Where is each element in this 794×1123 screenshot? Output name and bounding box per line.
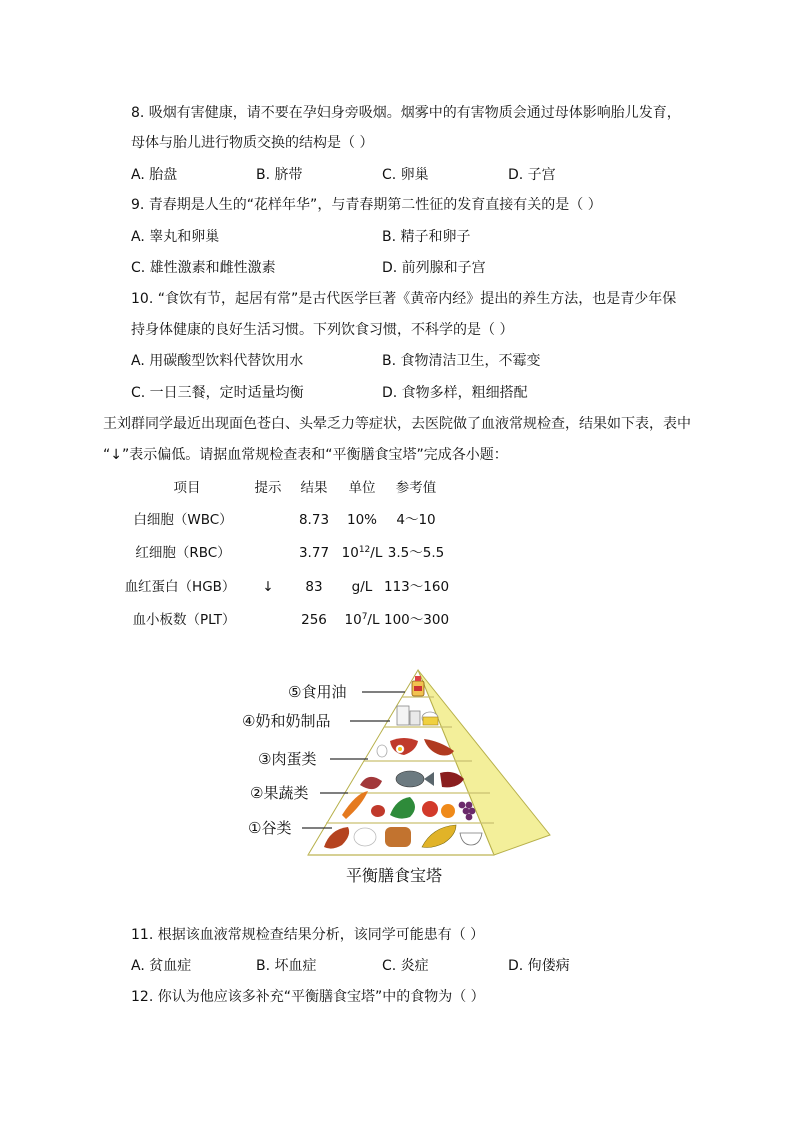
table-header-item: 项目 [173,480,201,496]
q8-stem-line2: 母体与胎儿进行物质交换的结构是（ ） [131,135,374,151]
table-row-hgb-result: 83 [305,579,323,595]
unit-exponent: 12 [358,545,371,555]
table-row-wbc-result: 8.73 [298,512,330,528]
q12-stem: 12. 你认为他应该多补充“平衡膳食宝塔”中的食物为（ ） [131,989,485,1005]
table-row-rbc-item: 红细胞（RBC） [135,545,231,561]
q11-option-c: C. 炎症 [382,958,429,974]
q8-stem-line1: 8. 吸烟有害健康，请不要在孕妇身旁吸烟。烟雾中的有害物质会通过母体影响胎儿发育， [131,105,681,121]
unit-base: g/L [351,579,373,595]
unit-base: 10 [341,545,359,561]
pyramid-label-oil: ⑤食用油 [288,683,347,701]
q9-option-d: D. 前列腺和子宫 [382,260,486,276]
table-row-hgb-reference: 113～160 [384,579,450,595]
pyramid-title: 平衡膳食宝塔 [346,866,443,885]
table-row-plt-item: 血小板数（PLT） [132,612,236,628]
q8-option-c: C. 卵巢 [382,167,429,183]
pyramid-label-dairy: ④奶和奶制品 [242,712,331,730]
table-row-plt-result: 256 [301,612,327,628]
table-row-hgb-unit [342,577,382,597]
q10-option-b: B. 食物清洁卫生，不霉变 [382,353,541,369]
unit-exponent: 7 [361,612,368,622]
q11-option-a: A. 贫血症 [131,958,192,974]
q9-option-a: A. 睾丸和卵巢 [131,229,220,245]
table-row-wbc-unit [340,510,384,530]
q8-option-a: A. 胎盘 [131,167,178,183]
q11-option-b: B. 坏血症 [256,958,317,974]
table-header-hint: 提示 [254,480,282,496]
unit-base: 10% [346,512,377,528]
q9-option-c: C. 雄性激素和雌性激素 [131,260,276,276]
table-row-plt-reference: 100～300 [384,612,450,628]
table-row-wbc-item: 白细胞（WBC） [133,512,233,528]
unit-base: 10 [344,612,362,628]
table-row-wbc-reference: 4～10 [396,512,436,528]
table-row-rbc-unit [338,543,386,563]
table-header-unit: 单位 [348,480,376,496]
table-row-rbc-reference: 3.5～5.5 [387,545,445,561]
q10-stem-line2: 持身体健康的良好生活习惯。下列饮食习惯，不科学的是（ ） [131,322,514,338]
q10-option-a: A. 用碳酸型饮料代替饮用水 [131,353,304,369]
table-row-plt-unit [338,610,386,630]
q11-stem: 11. 根据该血液常规检查结果分析，该同学可能患有（ ） [131,927,485,943]
q10-option-d: D. 食物多样，粗细搭配 [382,385,528,401]
unit-tail: /L [370,545,383,561]
table-row-hgb-hint: ↓ [262,579,274,595]
table-row-hgb-item: 血红蛋白（HGB） [124,579,236,595]
intro-line1: 王刘群同学最近出现面色苍白、头晕乏力等症状，去医院做了血液常规检查，结果如下表，表中 [103,416,691,432]
q8-option-d: D. 子宫 [508,167,556,183]
q9-option-b: B. 精子和卵子 [382,229,471,245]
q10-option-c: C. 一日三餐，定时适量均衡 [131,385,304,401]
intro-line2: “↓”表示偏低。请据血常规检查表和“平衡膳食宝塔”完成各小题： [103,447,508,463]
balanced-diet-pyramid-figure [240,665,560,890]
pyramid-label-grains: ①谷类 [248,819,292,837]
unit-tail: /L [367,612,380,628]
q11-option-d: D. 佝偻病 [508,958,570,974]
q10-stem-line1: 10. “食饮有节，起居有常”是古代医学巨著《黄帝内经》提出的养生方法，也是青少年保 [131,291,677,307]
q9-stem: 9. 青春期是人生的“花样年华”，与青春期第二性征的发育直接有关的是（ ） [131,197,602,213]
table-row-rbc-result: 3.77 [298,545,330,561]
pyramid-label-fruits-vegetables: ②果蔬类 [250,784,309,802]
table-header-result: 结果 [300,480,328,496]
pyramid-label-meat-eggs: ③肉蛋类 [258,750,317,768]
table-header-reference: 参考值 [395,480,437,496]
q8-option-b: B. 脐带 [256,167,303,183]
